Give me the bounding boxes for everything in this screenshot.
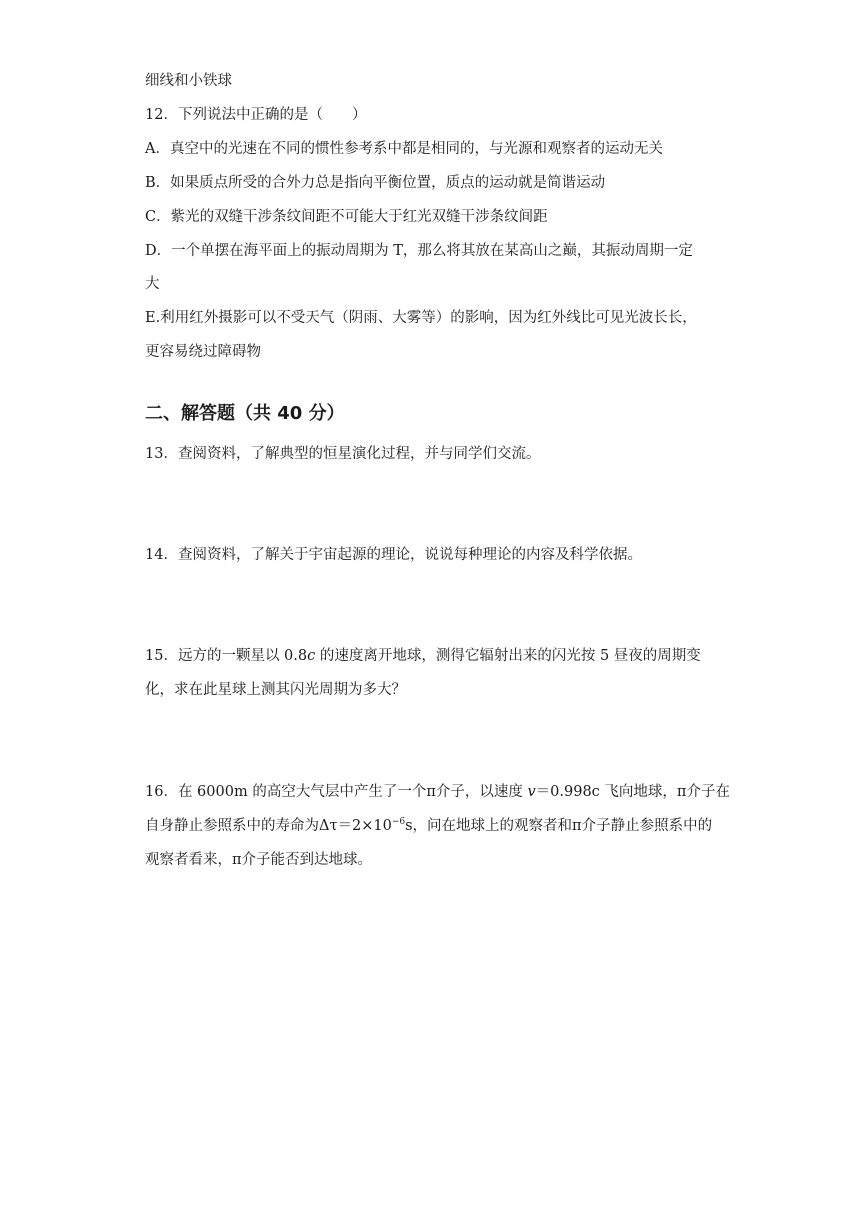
section-2-heading: 二、解答题（共 40 分） xyxy=(145,403,345,424)
question-12-option-e-line1: E.利用红外摄影可以不受天气（阴雨、大雾等）的影响，因为红外线比可见光波长长， xyxy=(145,310,697,326)
question-16-line2 xyxy=(145,816,712,836)
previous-question-tail: 细线和小铁球 xyxy=(145,73,232,89)
question-12-option-c: C．紫光的双缝干涉条纹间距不可能大于红光双缝干涉条纹间距 xyxy=(145,209,548,225)
question-12-option-d-line2: 大 xyxy=(145,276,160,292)
question-16-text-a: 16．在 6000m 的高空大气层中产生了一个π介子，以速度 xyxy=(145,784,528,800)
question-15-line2: 化，求在此星球上测其闪光周期为多大？ xyxy=(145,682,406,698)
question-16-line1 xyxy=(145,782,730,802)
question-15-text-a: 15．远方的一颗星以 0.8 xyxy=(145,648,308,664)
question-15-text-b: 的速度离开地球，测得它辐射出来的闪光按 5 昼夜的周期变 xyxy=(315,648,701,664)
question-16-text-b: ＝0.998c 飞向地球，π介子在 xyxy=(535,784,730,800)
question-13: 13．查阅资料，了解典型的恒星演化过程，并与同学们交流。 xyxy=(145,446,541,462)
question-15-line1 xyxy=(145,646,701,666)
question-16-line3: 观察者看来，π介子能否到达地球。 xyxy=(145,852,373,868)
question-12-stem: 12．下列说法中正确的是（ ） xyxy=(145,107,367,123)
question-12-option-d-line1: D．一个单摆在海平面上的振动周期为 T，那么将其放在某高山之巅，其振动周期一定 xyxy=(145,243,693,259)
question-15-var-c: c xyxy=(307,648,316,664)
question-12-option-e-line2: 更容易绕过障碍物 xyxy=(145,344,261,360)
question-16-var-v: v xyxy=(527,784,536,800)
question-12-option-a: A．真空中的光速在不同的惯性参考系中都是相同的，与光源和观察者的运动无关 xyxy=(145,141,663,157)
question-16-exponent: −6 xyxy=(391,817,406,827)
question-12-option-b: B．如果质点所受的合外力总是指向平衡位置，质点的运动就是简谐运动 xyxy=(145,175,606,191)
question-16-text-d: s，问在地球上的观察者和π介子静止参照系中的 xyxy=(405,818,713,834)
question-16-text-c: 自身静止参照系中的寿命为Δτ＝2×10 xyxy=(145,818,392,834)
question-14: 14．查阅资料，了解关于宇宙起源的理论，说说每种理论的内容及科学依据。 xyxy=(145,547,642,563)
